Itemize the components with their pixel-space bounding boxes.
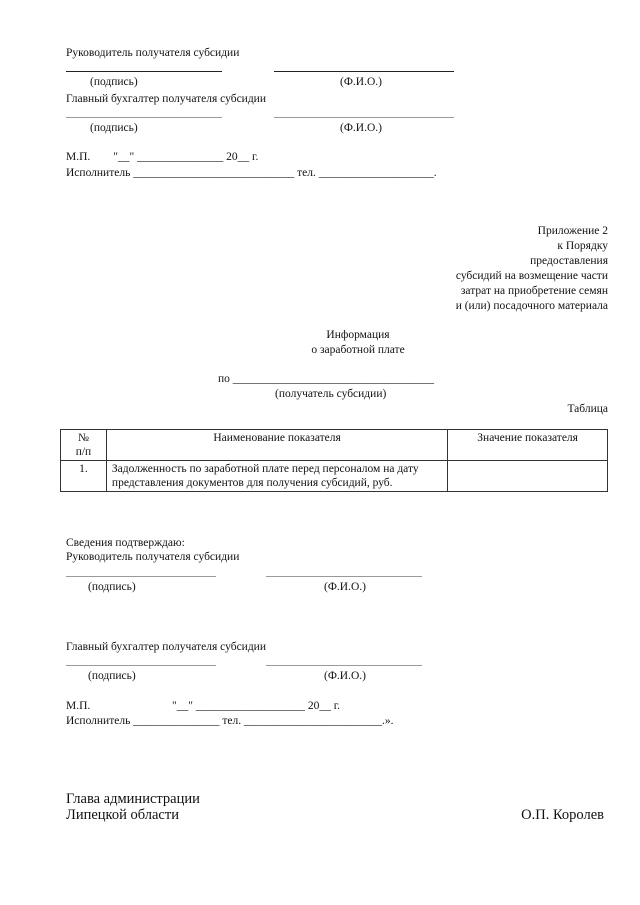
fio-line [274, 71, 454, 72]
executor-line: Исполнитель _______________ тел. ________________________.». [66, 715, 394, 727]
appendix-line: и (или) посадочного материала [455, 300, 608, 312]
signature-line [66, 576, 216, 577]
row-indicator-value [448, 461, 608, 492]
signer-name: О.П. Королев [521, 807, 604, 823]
sign-label: (подпись) [88, 581, 136, 593]
appendix-line: предоставления [530, 255, 608, 267]
col-name-header: Наименование показателя [106, 430, 447, 461]
fio-label: (Ф.И.О.) [340, 76, 382, 88]
appendix-line: к Порядку [557, 240, 608, 252]
table-label: Таблица [567, 403, 608, 415]
row-number: 1. [61, 461, 107, 492]
accountant-title: Главный бухгалтер получателя субсидии [66, 93, 266, 105]
fio-line [266, 665, 422, 666]
sign-label: (подпись) [90, 122, 138, 134]
fio-line [266, 576, 422, 577]
appendix-line: Приложение 2 [537, 225, 608, 237]
head-title: Руководитель получателя субсидии [66, 47, 240, 59]
executor-line: Исполнитель ____________________________ тел. ____________________. [66, 167, 437, 179]
appendix-line: затрат на приобретение семян [460, 285, 608, 297]
salary-table [60, 429, 608, 492]
col-number-header: № п/п [61, 430, 107, 461]
signature-line [66, 117, 222, 118]
signature-line [66, 665, 216, 666]
recipient-label: (получатель субсидии) [275, 388, 387, 400]
date-line: "__" ___________________ 20__ г. [172, 700, 341, 712]
table-header-row [61, 430, 608, 461]
fio-label: (Ф.И.О.) [340, 122, 382, 134]
fio-label: (Ф.И.О.) [324, 670, 366, 682]
col-value-header: Значение показателя [448, 430, 608, 461]
confirm-text: Сведения подтверждаю: [66, 537, 185, 549]
signer-position-2: Липецкой области [66, 807, 179, 823]
stamp-date-line: М.П. "__" _______________ 20__ г. [66, 151, 259, 163]
sign-label: (подпись) [88, 670, 136, 682]
stamp-label: М.П. [66, 700, 91, 712]
appendix-line: субсидий на возмещение части [455, 270, 608, 282]
fio-label: (Ф.И.О.) [324, 581, 366, 593]
signature-line [66, 71, 222, 72]
doc-title: Информация [326, 329, 390, 341]
accountant-title: Главный бухгалтер получателя субсидии [66, 641, 266, 653]
sign-label: (подпись) [90, 76, 138, 88]
row-indicator-name: Задолженность по заработной плате перед персоналом на дату представления документов для получения субсидий, руб. [106, 461, 447, 492]
recipient-line: по ___________________________________ [218, 373, 435, 385]
doc-subtitle: о заработной плате [311, 344, 405, 356]
head-title: Руководитель получателя субсидии [66, 551, 240, 563]
fio-line [274, 117, 454, 118]
signer-position-1: Глава администрации [66, 791, 200, 807]
table-row [61, 461, 608, 492]
